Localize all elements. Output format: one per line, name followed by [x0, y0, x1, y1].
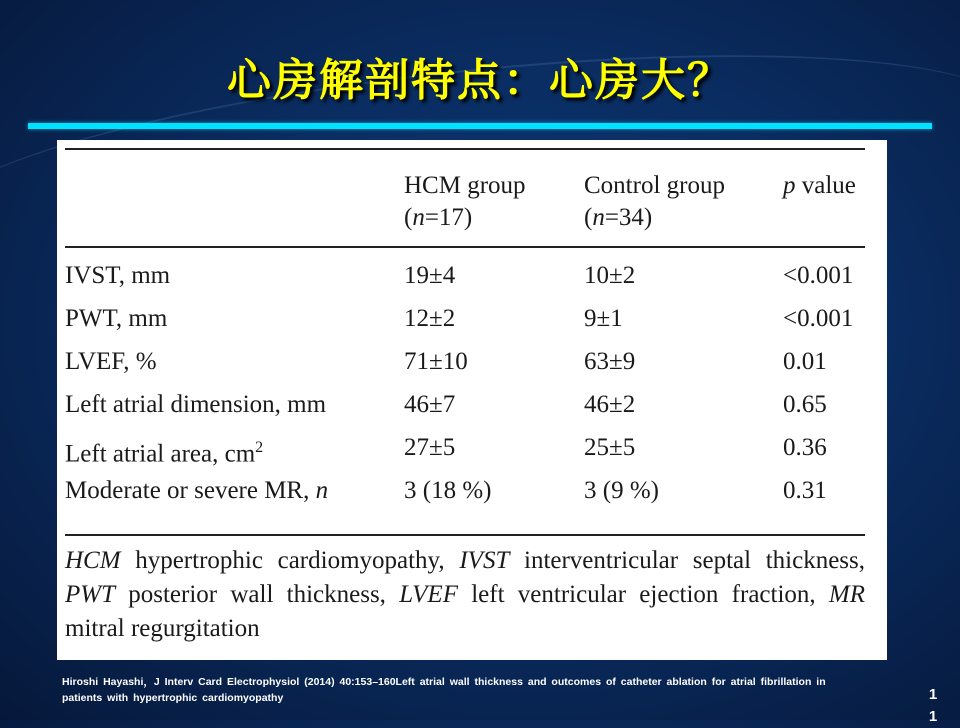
- page-number: 11: [928, 686, 938, 725]
- row-p: 0.65: [783, 391, 827, 418]
- row-label: Moderate or severe MR, n: [65, 477, 329, 504]
- header-hcm-label: HCM group: [404, 172, 526, 199]
- row-control: 46±2: [584, 391, 636, 418]
- header-control: [584, 170, 725, 234]
- header-control-label: Control group: [584, 172, 725, 199]
- header-p-value: p value: [783, 172, 856, 199]
- row-p: 0.01: [783, 348, 827, 375]
- table-header: [65, 150, 865, 246]
- table-row: [65, 260, 865, 303]
- row-label: LVEF, %: [65, 348, 157, 375]
- row-control: 25±5: [584, 434, 636, 461]
- citation: Hiroshi Hayashi，J Interv Card Electrophysiol (2014) 40:153–160Left atrial wall thickness and outcomes of catheter ablation for atrial fibrillation in patients with hypertrophic cardiomyopathy: [62, 676, 826, 704]
- row-p: 0.31: [783, 477, 827, 504]
- row-label: IVST, mm: [65, 262, 171, 289]
- row-label: Left atrial area, $cm^2$: [65, 439, 264, 468]
- table-footnote: HCM hypertrophic cardiomyopathy, IVST interventricular septal thickness, PWT posterior wall thickness, LVEF left ventricular ejection fraction, MR mitral regurgitation: [65, 547, 866, 642]
- slide-title: 心房解剖特点：心房大？: [227, 55, 733, 106]
- header-hcm-n: (n=17): [404, 204, 473, 231]
- row-control: 3 (9 %): [584, 477, 659, 504]
- table-row: [65, 389, 865, 432]
- row-control: 63±9: [584, 348, 636, 375]
- row-hcm: 3 (18 %): [404, 477, 492, 504]
- row-hcm: 71±10: [404, 348, 468, 375]
- table-panel: [57, 140, 887, 660]
- table-row: [65, 475, 865, 518]
- table-body: [65, 248, 865, 534]
- row-hcm: 12±2: [404, 305, 456, 332]
- row-hcm: 46±7: [404, 391, 456, 418]
- header-control-n: (n=34): [584, 204, 653, 231]
- row-hcm: 19±4: [404, 262, 456, 289]
- table-row: [65, 432, 865, 475]
- row-label: PWT, mm: [65, 305, 168, 332]
- row-control: 9±1: [584, 305, 623, 332]
- title-underline: [28, 123, 932, 129]
- row-p: <0.001: [783, 262, 854, 289]
- row-hcm: 27±5: [404, 434, 456, 461]
- row-control: 10±2: [584, 262, 636, 289]
- row-p: <0.001: [783, 305, 854, 332]
- row-label: Left atrial dimension, mm: [65, 391, 327, 418]
- data-table: [65, 148, 865, 646]
- table-row: [65, 346, 865, 389]
- header-hcm: [404, 170, 526, 234]
- table-row: [65, 303, 865, 346]
- row-p: 0.36: [783, 434, 827, 461]
